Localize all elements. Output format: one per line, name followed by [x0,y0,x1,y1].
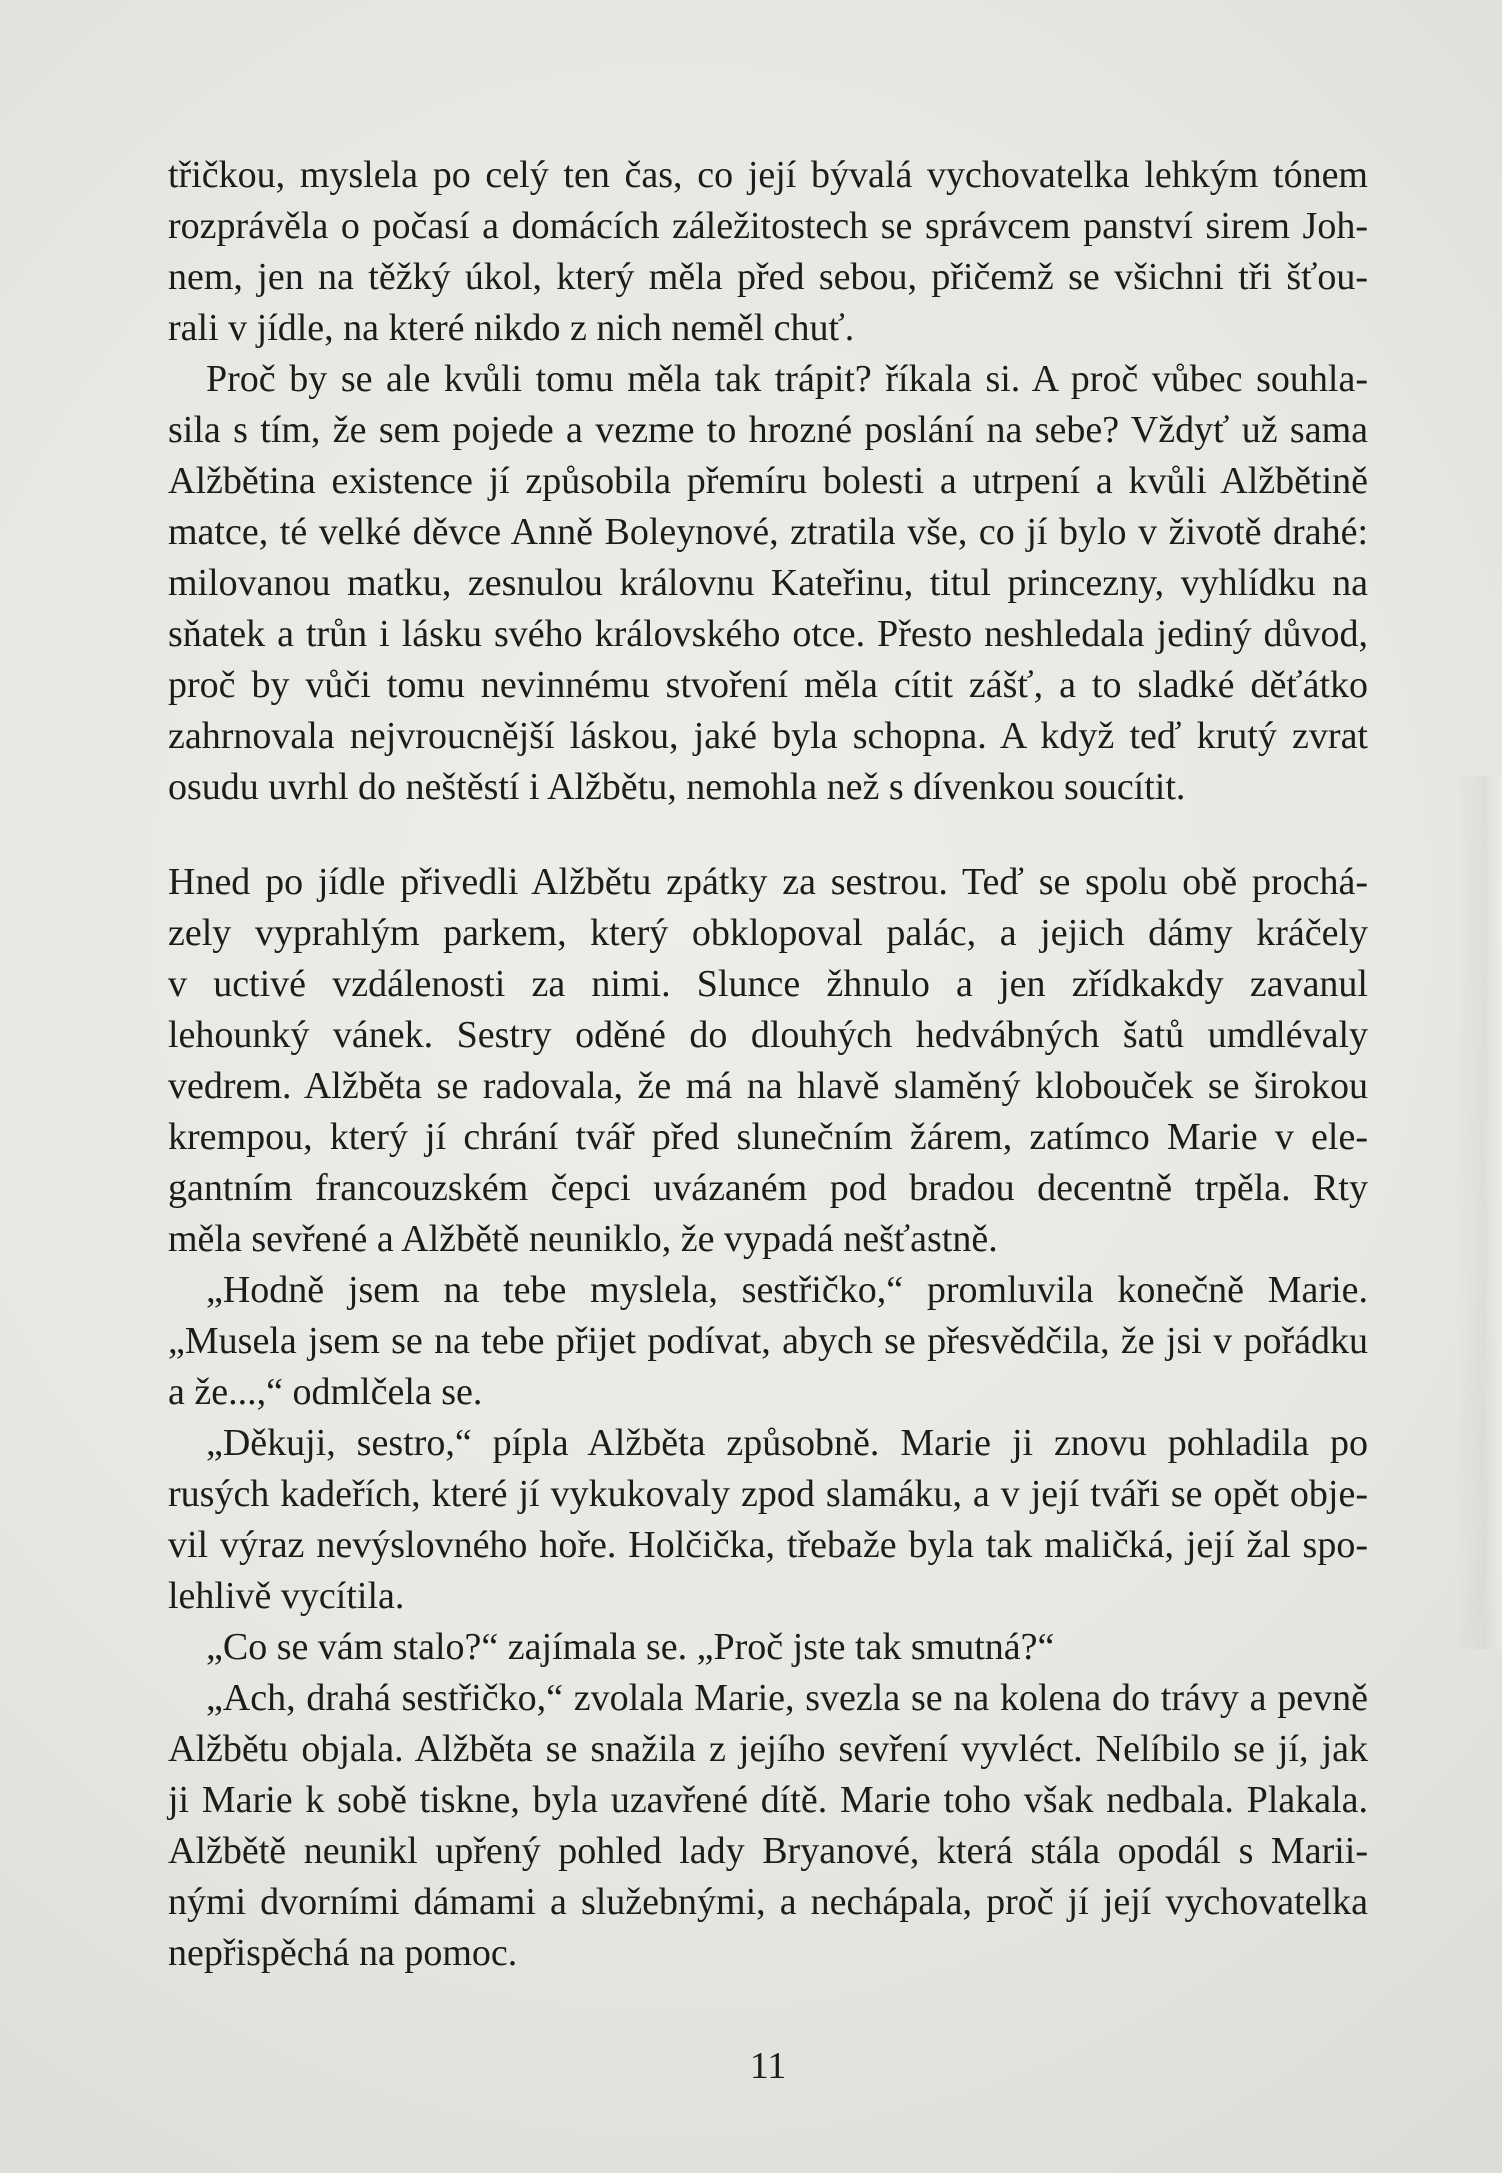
page-number: 11 [749,2045,787,2087]
text-line: vil výraz nevýslovného hoře. Holčička, třebaže byla tak maličká, její žal spo- [168,1524,1368,1566]
text-line: nepřispěchá na pomoc. [168,1932,518,1974]
text-line: sňatek a trůn i lásku svého královského otce. Přesto neshledala jediný důvod, [168,613,1368,655]
text-line: „Děkuji, sestro,“ pípla Alžběta způsobně. Marie ji znovu pohladila po [206,1422,1368,1464]
text-line: vedrem. Alžběta se radovala, že má na hlavě slaměný klobouček se širokou [168,1065,1368,1107]
text-line: zahrnovala nejvroucnější láskou, jaké byla schopna. A když teď krutý zvrat [168,715,1368,757]
text-line: sila s tím, že sem pojede a vezme to hrozné poslání na sebe? Vždyť už sama [168,409,1368,451]
text-line: Alžbětu objala. Alžběta se snažila z jejího sevření vyvléct. Nelíbilo se jí, jak [168,1728,1368,1770]
paragraph [168,857,1368,1265]
text-line: lehounký vánek. Sestry oděné do dlouhých hedvábných šatů umdlévaly [168,1014,1368,1056]
text-line: rozprávěla o počasí a domácích záležitostech se správcem panství sirem Joh- [168,205,1368,247]
text-line: nem, jen na těžký úkol, který měla před sebou, přičemž se všichni tři šťou- [168,256,1368,298]
text-line: Hned po jídle přivedli Alžbětu zpátky za sestrou. Teď se spolu obě prochá- [168,861,1368,903]
text-line: proč by vůči tomu nevinnému stvoření měla cítit zášť, a to sladké děťátko [168,664,1368,706]
text-line: matce, té velké děvce Anně Boleynové, ztratila vše, co jí bylo v životě drahé: [168,511,1368,553]
text-line: Alžbětě neunikl upřený pohled lady Bryanové, která stála opodál s Marii- [168,1830,1368,1872]
text-line: třičkou, myslela po celý ten čas, co její bývalá vychovatelka lehkým tónem [168,154,1368,196]
text-line: „Co se vám stalo?“ zajímala se. „Proč jste tak smutná?“ [206,1626,1055,1668]
paragraph [168,1265,1368,1418]
text-line: „Musela jsem se na tebe přijet podívat, abych se přesvědčila, že jsi v pořádku [168,1320,1368,1362]
paragraph [168,1418,1368,1622]
paragraph [168,1673,1368,1979]
text-line: Proč by se ale kvůli tomu měla tak trápit? říkala si. A proč vůbec souhla- [206,358,1368,400]
text-line: „Hodně jsem na tebe myslela, sestřičko,“ promluvila konečně Marie. [206,1269,1368,1311]
paragraph [168,150,1368,354]
text-line: rali v jídle, na které nikdo z nich neměl chuť. [168,307,855,349]
text-line: milovanou matku, zesnulou královnu Kateřinu, titul princezny, vyhlídku na [168,562,1368,604]
text-line: „Ach, drahá sestřičko,“ zvolala Marie, svezla se na kolena do trávy a pevně [206,1677,1368,1719]
text-line: osudu uvrhl do neštěstí i Alžbětu, nemohla než s dívenkou soucítit. [168,766,1186,808]
text-line: lehlivě vycítila. [168,1575,405,1617]
text-block [168,150,1368,1979]
text-line: gantním francouzském čepci uvázaném pod bradou decentně trpěla. Rty [168,1167,1368,1209]
text-line: a že...,“ odmlčela se. [168,1371,483,1413]
text-line: v uctivé vzdálenosti za nimi. Slunce žhnulo a jen zřídkakdy zavanul [168,963,1368,1005]
text-line: nými dvorními dámami a služebnými, a nechápala, proč jí její vychovatelka [168,1881,1368,1923]
text-line: měla sevřené a Alžbětě neuniklo, že vypadá nešťastně. [168,1218,998,1260]
text-line: ji Marie k sobě tiskne, byla uzavřené dítě. Marie toho však nedbala. Plakala. [168,1779,1368,1821]
text-line: krempou, který jí chrání tvář před slunečním žárem, zatímco Marie v ele- [168,1116,1368,1158]
text-line: Alžbětina existence jí způsobila přemíru bolesti a utrpení a kvůli Alžbětině [168,460,1368,502]
paragraph [168,354,1368,813]
paragraph [168,1622,1368,1673]
page-edge-shadow [1456,776,1502,1649]
text-line: rusých kadeřích, které jí vykukovaly zpod slamáku, a v její tváři se opět obje- [168,1473,1368,1515]
text-line: zely vyprahlým parkem, který obklopoval palác, a jejich dámy kráčely [168,912,1368,954]
